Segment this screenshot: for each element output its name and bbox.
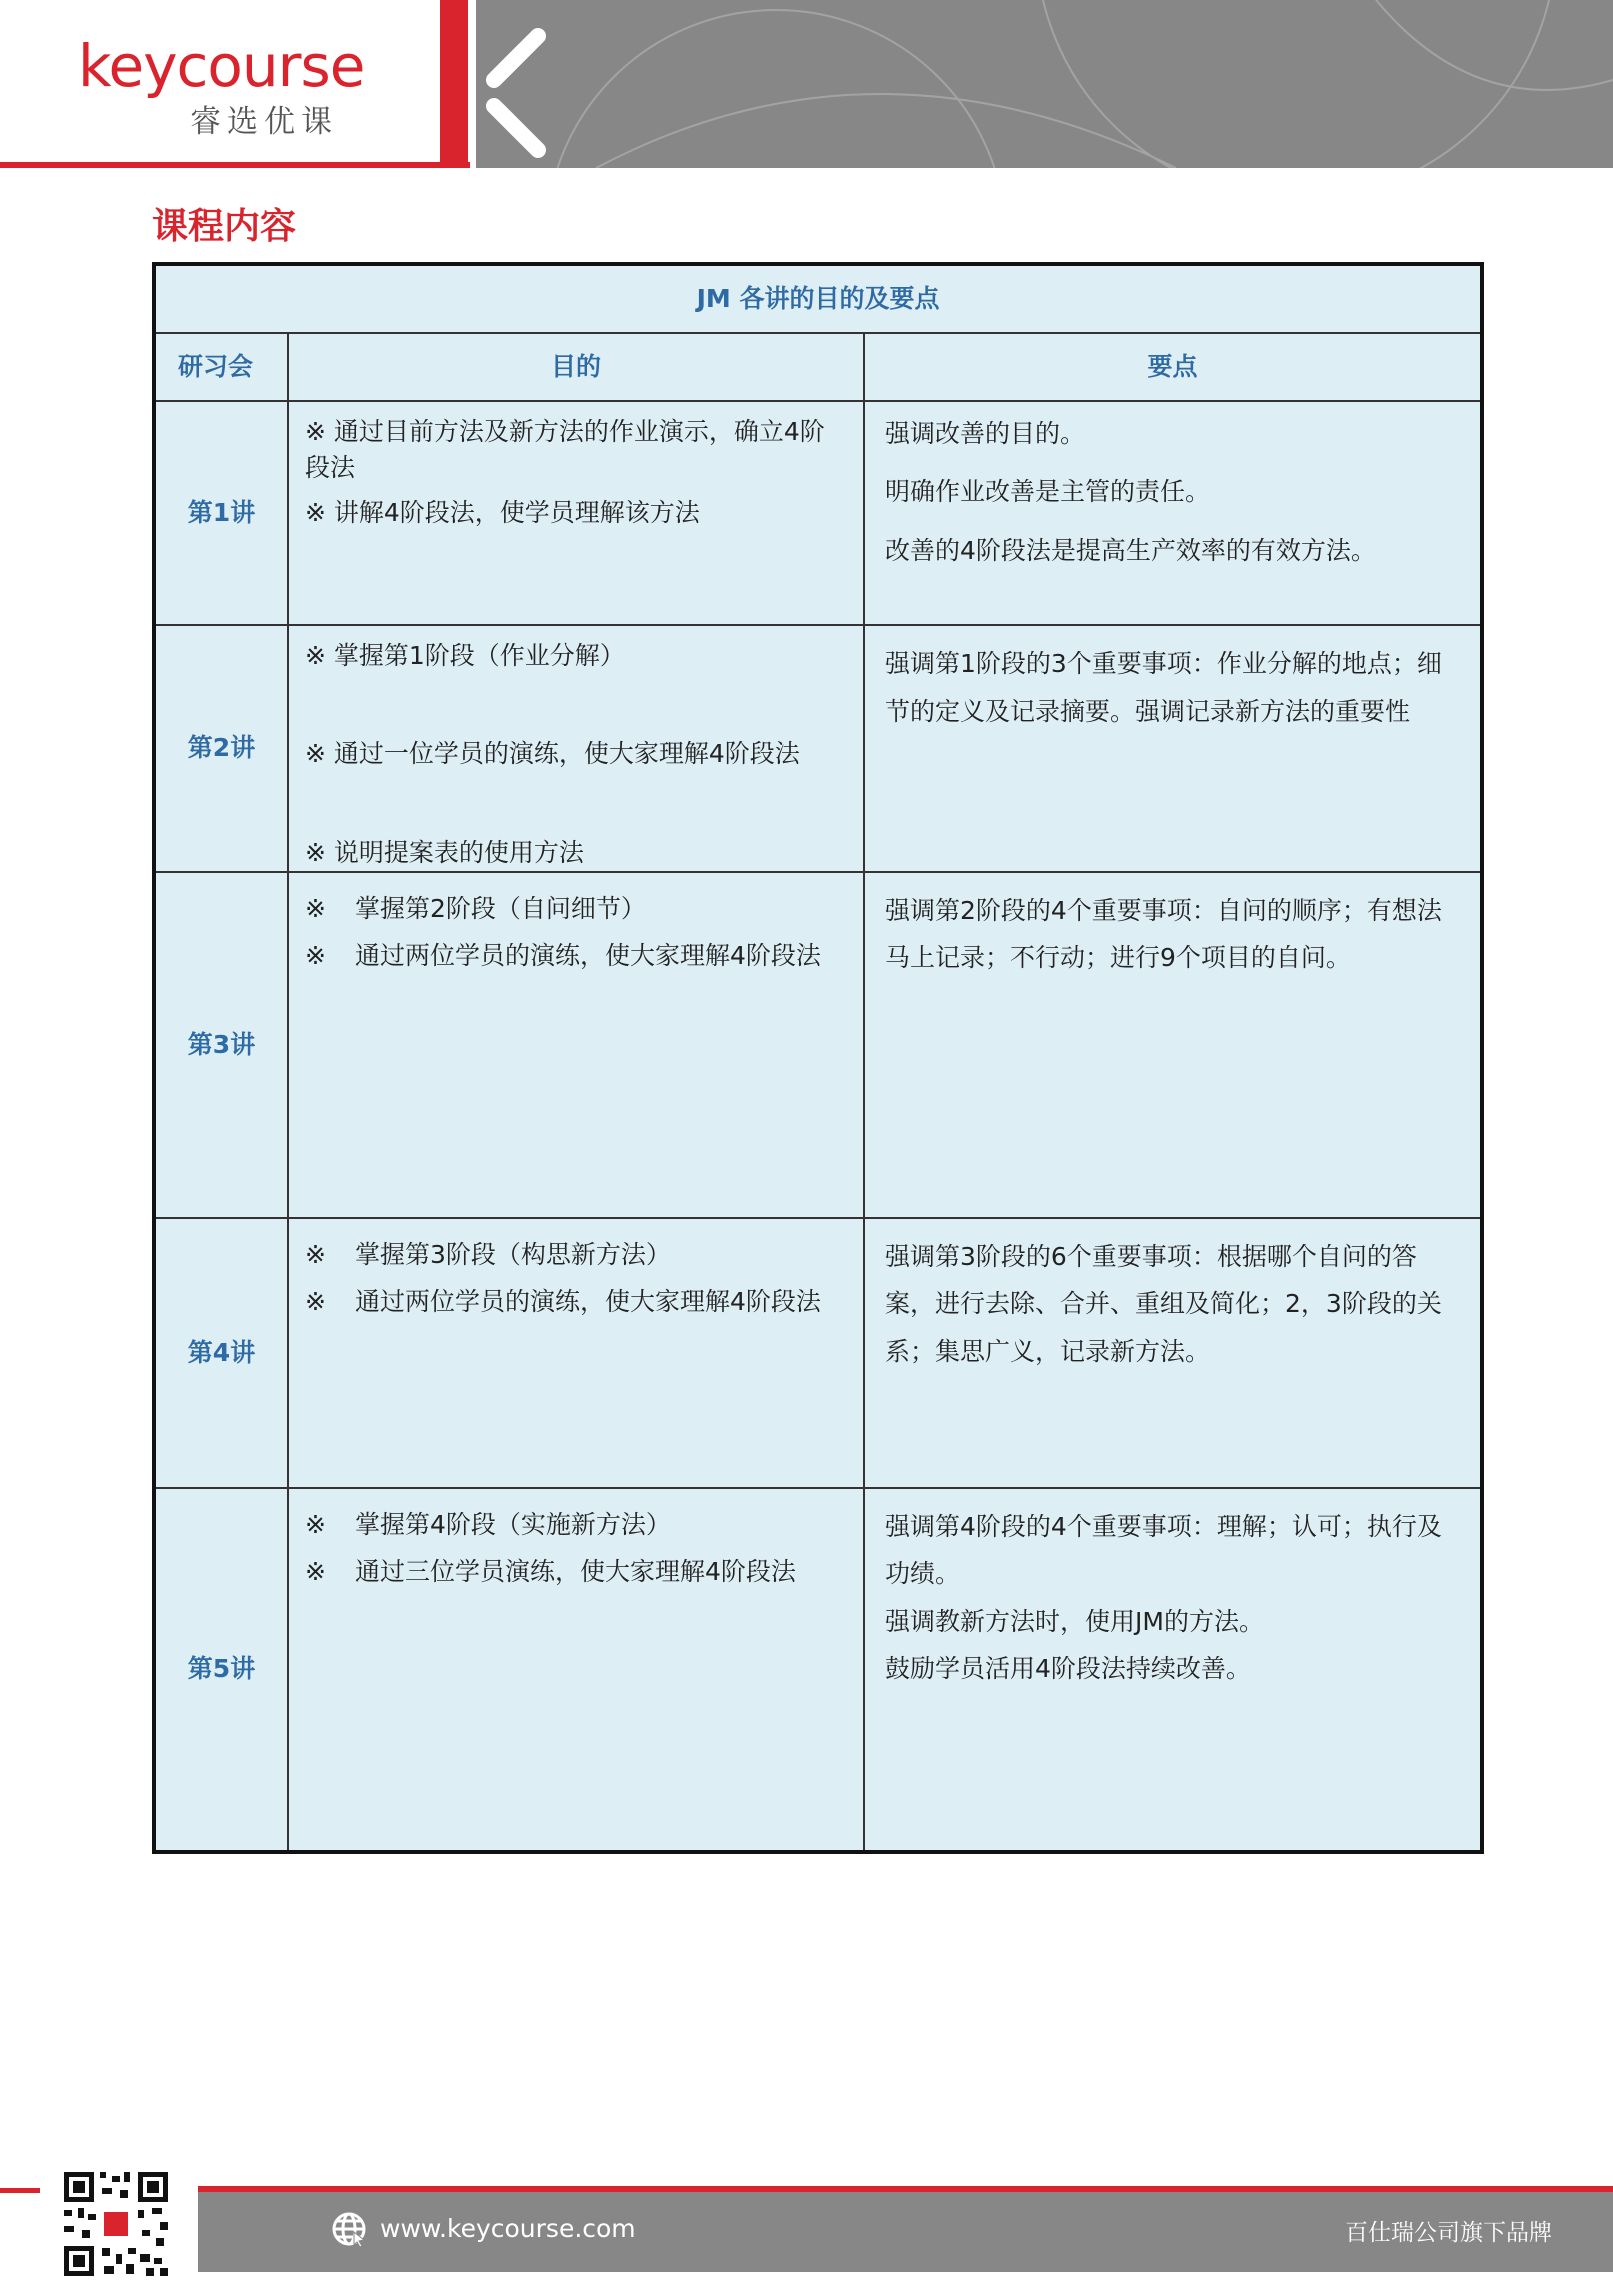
header-decor-icon (476, 0, 1613, 168)
purpose-item (305, 1548, 849, 1596)
page-header (0, 0, 1613, 170)
purpose-item (305, 932, 849, 980)
lecture-label: 第2讲 (154, 625, 288, 872)
point-line: 强调第1阶段的3个重要事项：作业分解的地点；细节的定义及记录摘要。强调记录新方法的重要性 (885, 649, 1442, 726)
points-cell (864, 625, 1482, 872)
table-header-row (154, 333, 1482, 401)
purpose-cell (288, 872, 864, 1218)
logo-text: keycourse (78, 32, 365, 100)
point-line: 鼓励学员活用4阶段法持续改善。 (885, 1654, 1251, 1684)
column-header-points: 要点 (864, 333, 1482, 401)
header-gray-banner (476, 0, 1613, 168)
purpose-line: ※ 掌握第1阶段（作业分解） (305, 641, 625, 670)
point-line: 强调第2阶段的4个重要事项：自问的顺序；有想法马上记录；不行动；进行9个项目的自问。 (885, 895, 1442, 973)
table-row (154, 625, 1482, 872)
purpose-line: ※ 通过目前方法及新方法的作业演示，确立4阶段法 (305, 417, 825, 483)
lecture-label: 第4讲 (154, 1218, 288, 1488)
purpose-item (305, 1501, 849, 1549)
point-line: 改善的4阶段法是提高生产效率的有效方法。 (885, 535, 1376, 565)
footer-website-link[interactable]: www.keycourse.com (380, 2214, 636, 2243)
lecture-label: 第5讲 (154, 1488, 288, 1852)
point-line: 强调教新方法时，使用JM的方法。 (885, 1606, 1264, 1636)
reference-mark-icon: ※ (305, 941, 326, 971)
lecture-label: 第1讲 (154, 401, 288, 625)
jm-lecture-table (152, 262, 1484, 1854)
logo-subtitle: 睿选优课 (190, 104, 338, 140)
table-row (154, 1488, 1482, 1852)
reference-mark-icon: ※ (305, 1557, 326, 1587)
reference-mark-icon: ※ (305, 1239, 326, 1269)
purpose-line: 通过两位学员的演练，使大家理解4阶段法 (355, 941, 821, 971)
page-title: 课程内容 (152, 206, 297, 247)
qr-code-icon (60, 2168, 172, 2280)
points-cell (864, 401, 1482, 625)
reference-mark-icon: ※ (305, 1287, 326, 1317)
globe-icon (330, 2210, 368, 2248)
table-row (154, 401, 1482, 625)
purpose-cell (288, 1488, 864, 1852)
purpose-cell (288, 401, 864, 625)
purpose-line: ※ 说明提案表的使用方法 (305, 837, 584, 867)
column-header-workshop: 研习会 (154, 333, 288, 401)
purpose-cell (288, 1218, 864, 1488)
purpose-line: 通过三位学员演练，使大家理解4阶段法 (355, 1557, 796, 1587)
reference-mark-icon: ※ (305, 893, 326, 923)
points-cell (864, 1488, 1482, 1852)
purpose-line: ※ 讲解4阶段法，使学员理解该方法 (305, 497, 700, 527)
table-row (154, 1218, 1482, 1488)
purpose-line: 掌握第4阶段（实施新方法） (355, 1509, 671, 1539)
points-cell (864, 1218, 1482, 1488)
reference-mark-icon: ※ (305, 1509, 326, 1539)
points-cell (864, 872, 1482, 1218)
point-line: 强调第4阶段的4个重要事项：理解；认可；执行及功绩。 (885, 1511, 1442, 1589)
point-line: 强调第3阶段的6个重要事项：根据哪个自问的答案，进行去除、合并、重组及简化；2，3阶段的关系；集思广义，记录新方法。 (885, 1241, 1442, 1366)
column-header-purpose: 目的 (288, 333, 864, 401)
lecture-label: 第3讲 (154, 872, 288, 1218)
purpose-line: 通过两位学员的演练，使大家理解4阶段法 (355, 1287, 821, 1317)
logo (0, 0, 440, 165)
purpose-line: ※ 通过一位学员的演练，使大家理解4阶段法 (305, 739, 800, 769)
point-line: 明确作业改善是主管的责任。 (885, 477, 1211, 507)
point-line: 强调改善的目的。 (885, 419, 1086, 448)
purpose-line: 掌握第2阶段（自问细节） (355, 893, 646, 923)
footer-brand-text: 百仕瑞公司旗下品牌 (1345, 2220, 1552, 2246)
table-caption-row (154, 264, 1482, 333)
purpose-line: 掌握第3阶段（构思新方法） (355, 1239, 671, 1269)
header-red-bar (440, 0, 468, 168)
purpose-item (305, 885, 849, 933)
table-caption: JM 各讲的目的及要点 (154, 264, 1482, 333)
purpose-item (305, 1231, 849, 1279)
footer-red-line-left (0, 2188, 40, 2193)
purpose-item (305, 1278, 849, 1326)
table-row (154, 872, 1482, 1218)
header-red-line (0, 162, 470, 168)
purpose-cell (288, 625, 864, 872)
